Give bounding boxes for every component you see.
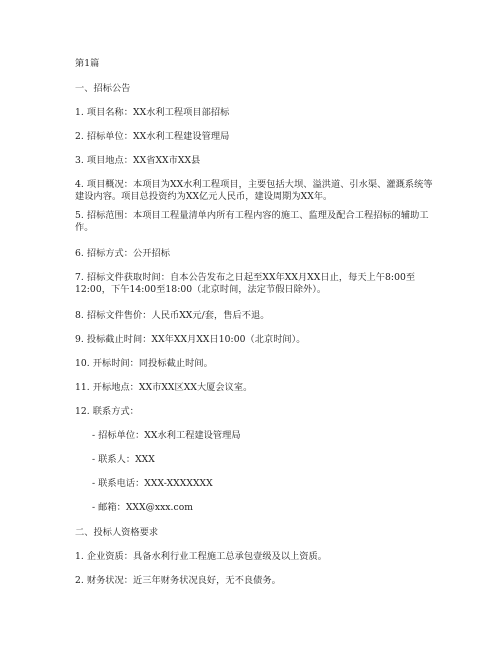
section-title-qualifications: 二、投标人资格要求	[75, 527, 159, 538]
item-project-location: 3. 项目地点：XX省XX市XX县	[75, 155, 201, 166]
contact-phone: - 联系电话：XXX-XXXXXXX	[92, 478, 213, 489]
requirement-qualification: 1. 企业资质：具备水利行业工程施工总承包壹级及以上资质。	[75, 551, 328, 562]
item-project-overview: 4. 项目概况：本项目为XX水利工程项目，主要包括大坝、溢洪道、引水渠、灌溉系统等建设内容。项目总投资约为XX亿元人民币，建设周期为XX年。	[75, 179, 433, 202]
requirement-finance: 2. 财务状况：近三年财务状况良好，无不良债务。	[75, 575, 281, 586]
contact-email: - 邮箱：XXX@xxx.com	[92, 502, 194, 513]
contact-person: - 联系人：XXX	[92, 454, 155, 465]
item-bid-deadline: 9. 投标截止时间：XX年XX月XX日10:00（北京时间）。	[75, 334, 306, 345]
section-title-announcement: 一、招标公告	[75, 83, 131, 94]
item-tender-unit: 2. 招标单位：XX水利工程建设管理局	[75, 131, 230, 142]
item-opening-location: 11. 开标地点：XX市XX区XX大厦会议室。	[75, 382, 253, 393]
item-tender-scope: 5. 招标范围：本项目工程量清单内所有工程内容的施工、监理及配合工程招标的辅助工作。	[75, 210, 429, 233]
item-tender-method: 6. 招标方式：公开招标	[75, 248, 170, 259]
item-document-period: 7. 招标文件获取时间：自本公告发布之日起至XX年XX月XX日止，每天上午8:00至12:00，下午14:00至18:00（北京时间，法定节假日除外）。	[75, 272, 416, 295]
item-contact-info: 12. 联系方式：	[75, 406, 139, 417]
item-document-price: 8. 招标文件售价：人民币XX元/套，售后不退。	[75, 310, 270, 321]
item-project-name: 1. 项目名称：XX水利工程项目部招标	[75, 107, 230, 118]
part-label: 第1篇	[75, 58, 100, 69]
contact-unit: - 招标单位：XX水利工程建设管理局	[92, 430, 241, 441]
item-opening-time: 10. 开标时间：同投标截止时间。	[75, 358, 213, 369]
